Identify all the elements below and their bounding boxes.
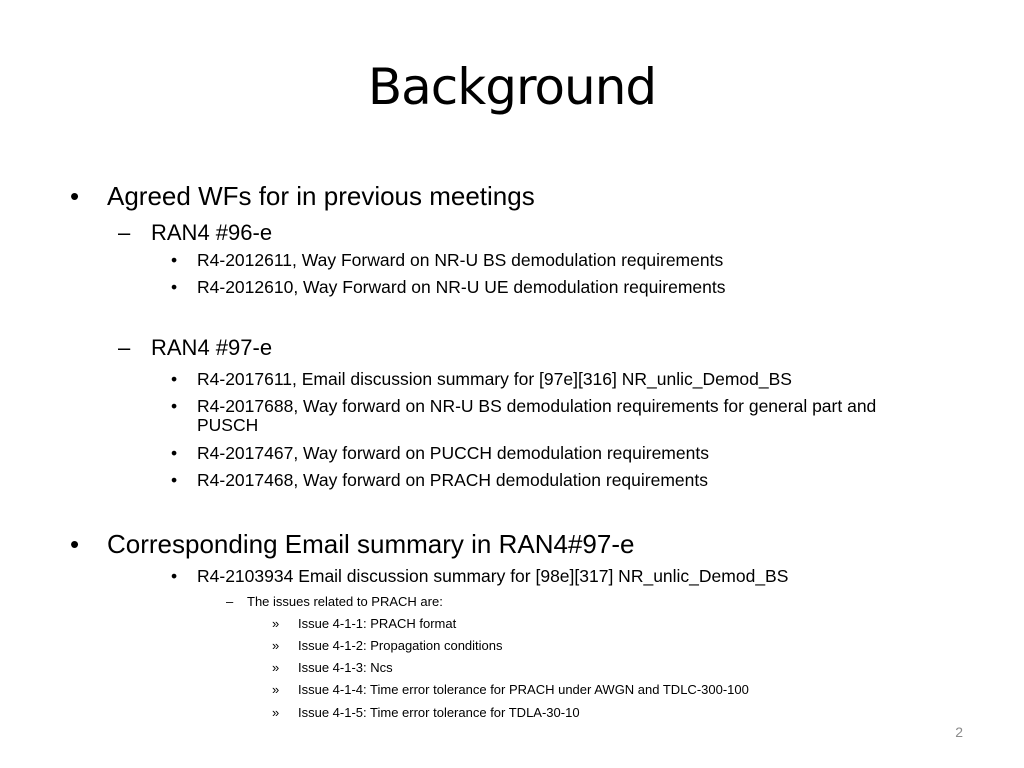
sub-bullet-ran4-96e: [118, 220, 273, 246]
chevron-marker: »: [272, 660, 280, 675]
issue-text: Issue 4-1-4: Time error tolerance for PRACH under AWGN and TDLC-300-100: [298, 682, 749, 697]
dash-marker: –: [118, 220, 131, 245]
bullet-marker: •: [171, 443, 178, 463]
issue-text: Issue 4-1-2: Propagation conditions: [298, 638, 503, 653]
issue-item: [272, 705, 580, 721]
issue-item: [272, 638, 503, 654]
slide-title: Background: [367, 58, 657, 116]
doc-item-text: R4-2012611, Way Forward on NR-U BS demodulation requirements: [197, 250, 724, 270]
issue-item: [272, 682, 749, 698]
doc-item: [171, 396, 942, 435]
chevron-marker: »: [272, 616, 280, 631]
doc-item: [171, 566, 789, 587]
bullet-text: Corresponding Email summary in RAN4#97-e: [107, 529, 635, 559]
issue-item: [272, 616, 457, 632]
doc-item-text: R4-2017611, Email discussion summary for [97e][316] NR_unlic_Demod_BS: [197, 369, 792, 389]
issue-text: Issue 4-1-5: Time error tolerance for TDLA-30-10: [298, 705, 580, 720]
chevron-marker: »: [272, 638, 280, 653]
doc-item-text: R4-2017688, Way forward on NR-U BS demodulation requirements for general part and PUSCH: [197, 396, 877, 435]
dash-marker: –: [226, 594, 234, 609]
doc-item-text: R4-2017468, Way forward on PRACH demodulation requirements: [197, 470, 708, 490]
bullet-marker: •: [171, 369, 178, 389]
dash-marker: –: [118, 335, 131, 360]
bullet-marker: •: [171, 566, 178, 586]
sub-bullet-text: RAN4 #97-e: [151, 335, 273, 360]
chevron-marker: »: [272, 682, 280, 697]
doc-item: [171, 277, 726, 298]
issue-item: [272, 660, 393, 676]
doc-item: [171, 443, 709, 464]
sub-bullet-ran4-97e: [118, 335, 273, 361]
issues-intro: [226, 594, 443, 610]
doc-item: [171, 250, 724, 271]
doc-item-text: R4-2017467, Way forward on PUCCH demodulation requirements: [197, 443, 709, 463]
issue-text: Issue 4-1-3: Ncs: [298, 660, 393, 675]
bullet-marker: •: [171, 470, 178, 490]
issues-intro-text: The issues related to PRACH are:: [247, 594, 443, 609]
page-number: 2: [955, 724, 963, 740]
issue-text: Issue 4-1-1: PRACH format: [298, 616, 457, 631]
chevron-marker: »: [272, 705, 280, 720]
bullet-marker: •: [70, 181, 80, 211]
sub-bullet-text: RAN4 #96-e: [151, 220, 273, 245]
bullet-text: Agreed WFs for in previous meetings: [107, 181, 535, 211]
bullet-marker: •: [171, 277, 178, 297]
doc-item: [171, 470, 708, 491]
doc-item-text: R4-2012610, Way Forward on NR-U UE demodulation requirements: [197, 277, 726, 297]
doc-item: [171, 369, 792, 390]
doc-item-text: R4-2103934 Email discussion summary for [98e][317] NR_unlic_Demod_BS: [197, 566, 789, 586]
bullet-email-summary: [70, 529, 635, 559]
bullet-marker: •: [171, 396, 178, 416]
bullet-agreed-wfs: [70, 181, 535, 211]
bullet-marker: •: [171, 250, 178, 270]
bullet-marker: •: [70, 529, 80, 559]
